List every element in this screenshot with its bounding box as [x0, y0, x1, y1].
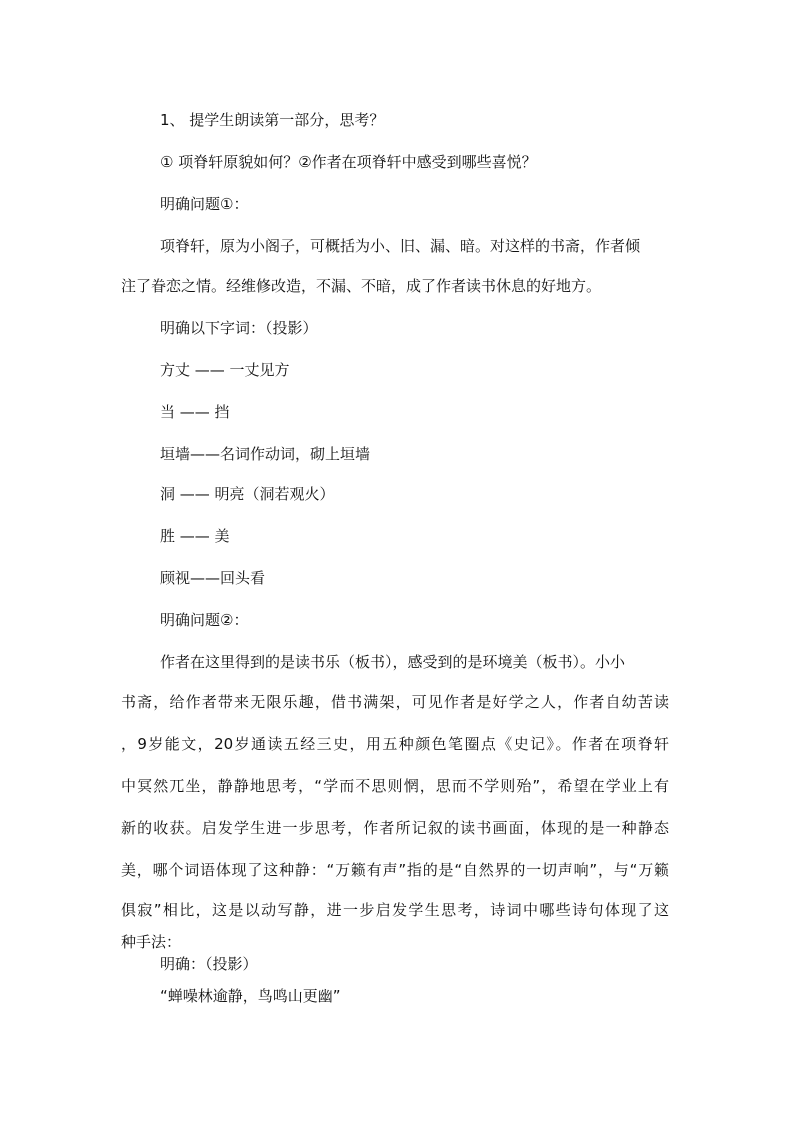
vocab-item: 洞 —— 明亮（洞若观火）: [160, 485, 335, 503]
paragraph-2-line: ，9岁能文，20岁通读五经三史，用五种颜色笔圈点《史记》。作者在项脊轩: [121, 735, 669, 753]
question-heading: 1、 提学生朗读第一部分，思考？: [160, 111, 385, 129]
paragraph-2-line: 俱寂”相比，这是以动写静，进一步启发学生思考，诗词中哪些诗句体现了这: [121, 901, 669, 919]
paragraph-2-line: 种手法：: [121, 933, 182, 951]
paragraph-2-line: 作者在这里得到的是读书乐（板书），感受到的是环境美（板书）。小小: [160, 653, 626, 671]
paragraph-2-line: 美，哪个词语体现了这种静：“万籁有声”指的是“自然界的一切声响”，与“万籁: [121, 861, 669, 879]
poem-quote: “蝉噪林逾静，鸟鸣山更幽”: [160, 987, 341, 1005]
vocab-item: 垣墙——名词作动词，砌上垣墙: [160, 445, 371, 463]
question-subitems: ① 项脊轩原貌如何？②作者在项脊轩中感受到哪些喜悦？: [160, 153, 537, 171]
clarify-heading-1: 明确问题①：: [160, 195, 249, 213]
vocab-item: 当 —— 挡: [160, 403, 230, 421]
vocab-item: 胜 —— 美: [160, 527, 230, 545]
paragraph-1-line: 注了眷恋之情。经维修改造，不漏、不暗，成了作者读书休息的好地方。: [121, 277, 602, 295]
vocab-item: 方丈 —— 一丈见方: [160, 361, 290, 379]
paragraph-2-line: 新的收获。启发学生进一步思考，作者所记叙的读书画面，体现的是一种静态: [121, 819, 669, 837]
paragraph-1-line: 项脊轩，原为小阁子，可概括为小、旧、漏、暗。对这样的书斋，作者倾: [160, 237, 641, 255]
paragraph-2-line: 书斋，给作者带来无限乐趣，借书满架，可见作者是好学之人，作者自幼苦读: [121, 693, 669, 711]
paragraph-2-line: 中冥然兀坐，静静地思考，“学而不思则惘，思而不学则殆”，希望在学业上有: [121, 777, 669, 795]
clarify-heading-2: 明确问题②：: [160, 611, 249, 629]
vocab-item: 顾视——回头看: [160, 569, 266, 587]
clarify-heading-3: 明确：（投影）: [160, 955, 258, 973]
vocab-heading: 明确以下字词：（投影）: [160, 319, 318, 337]
